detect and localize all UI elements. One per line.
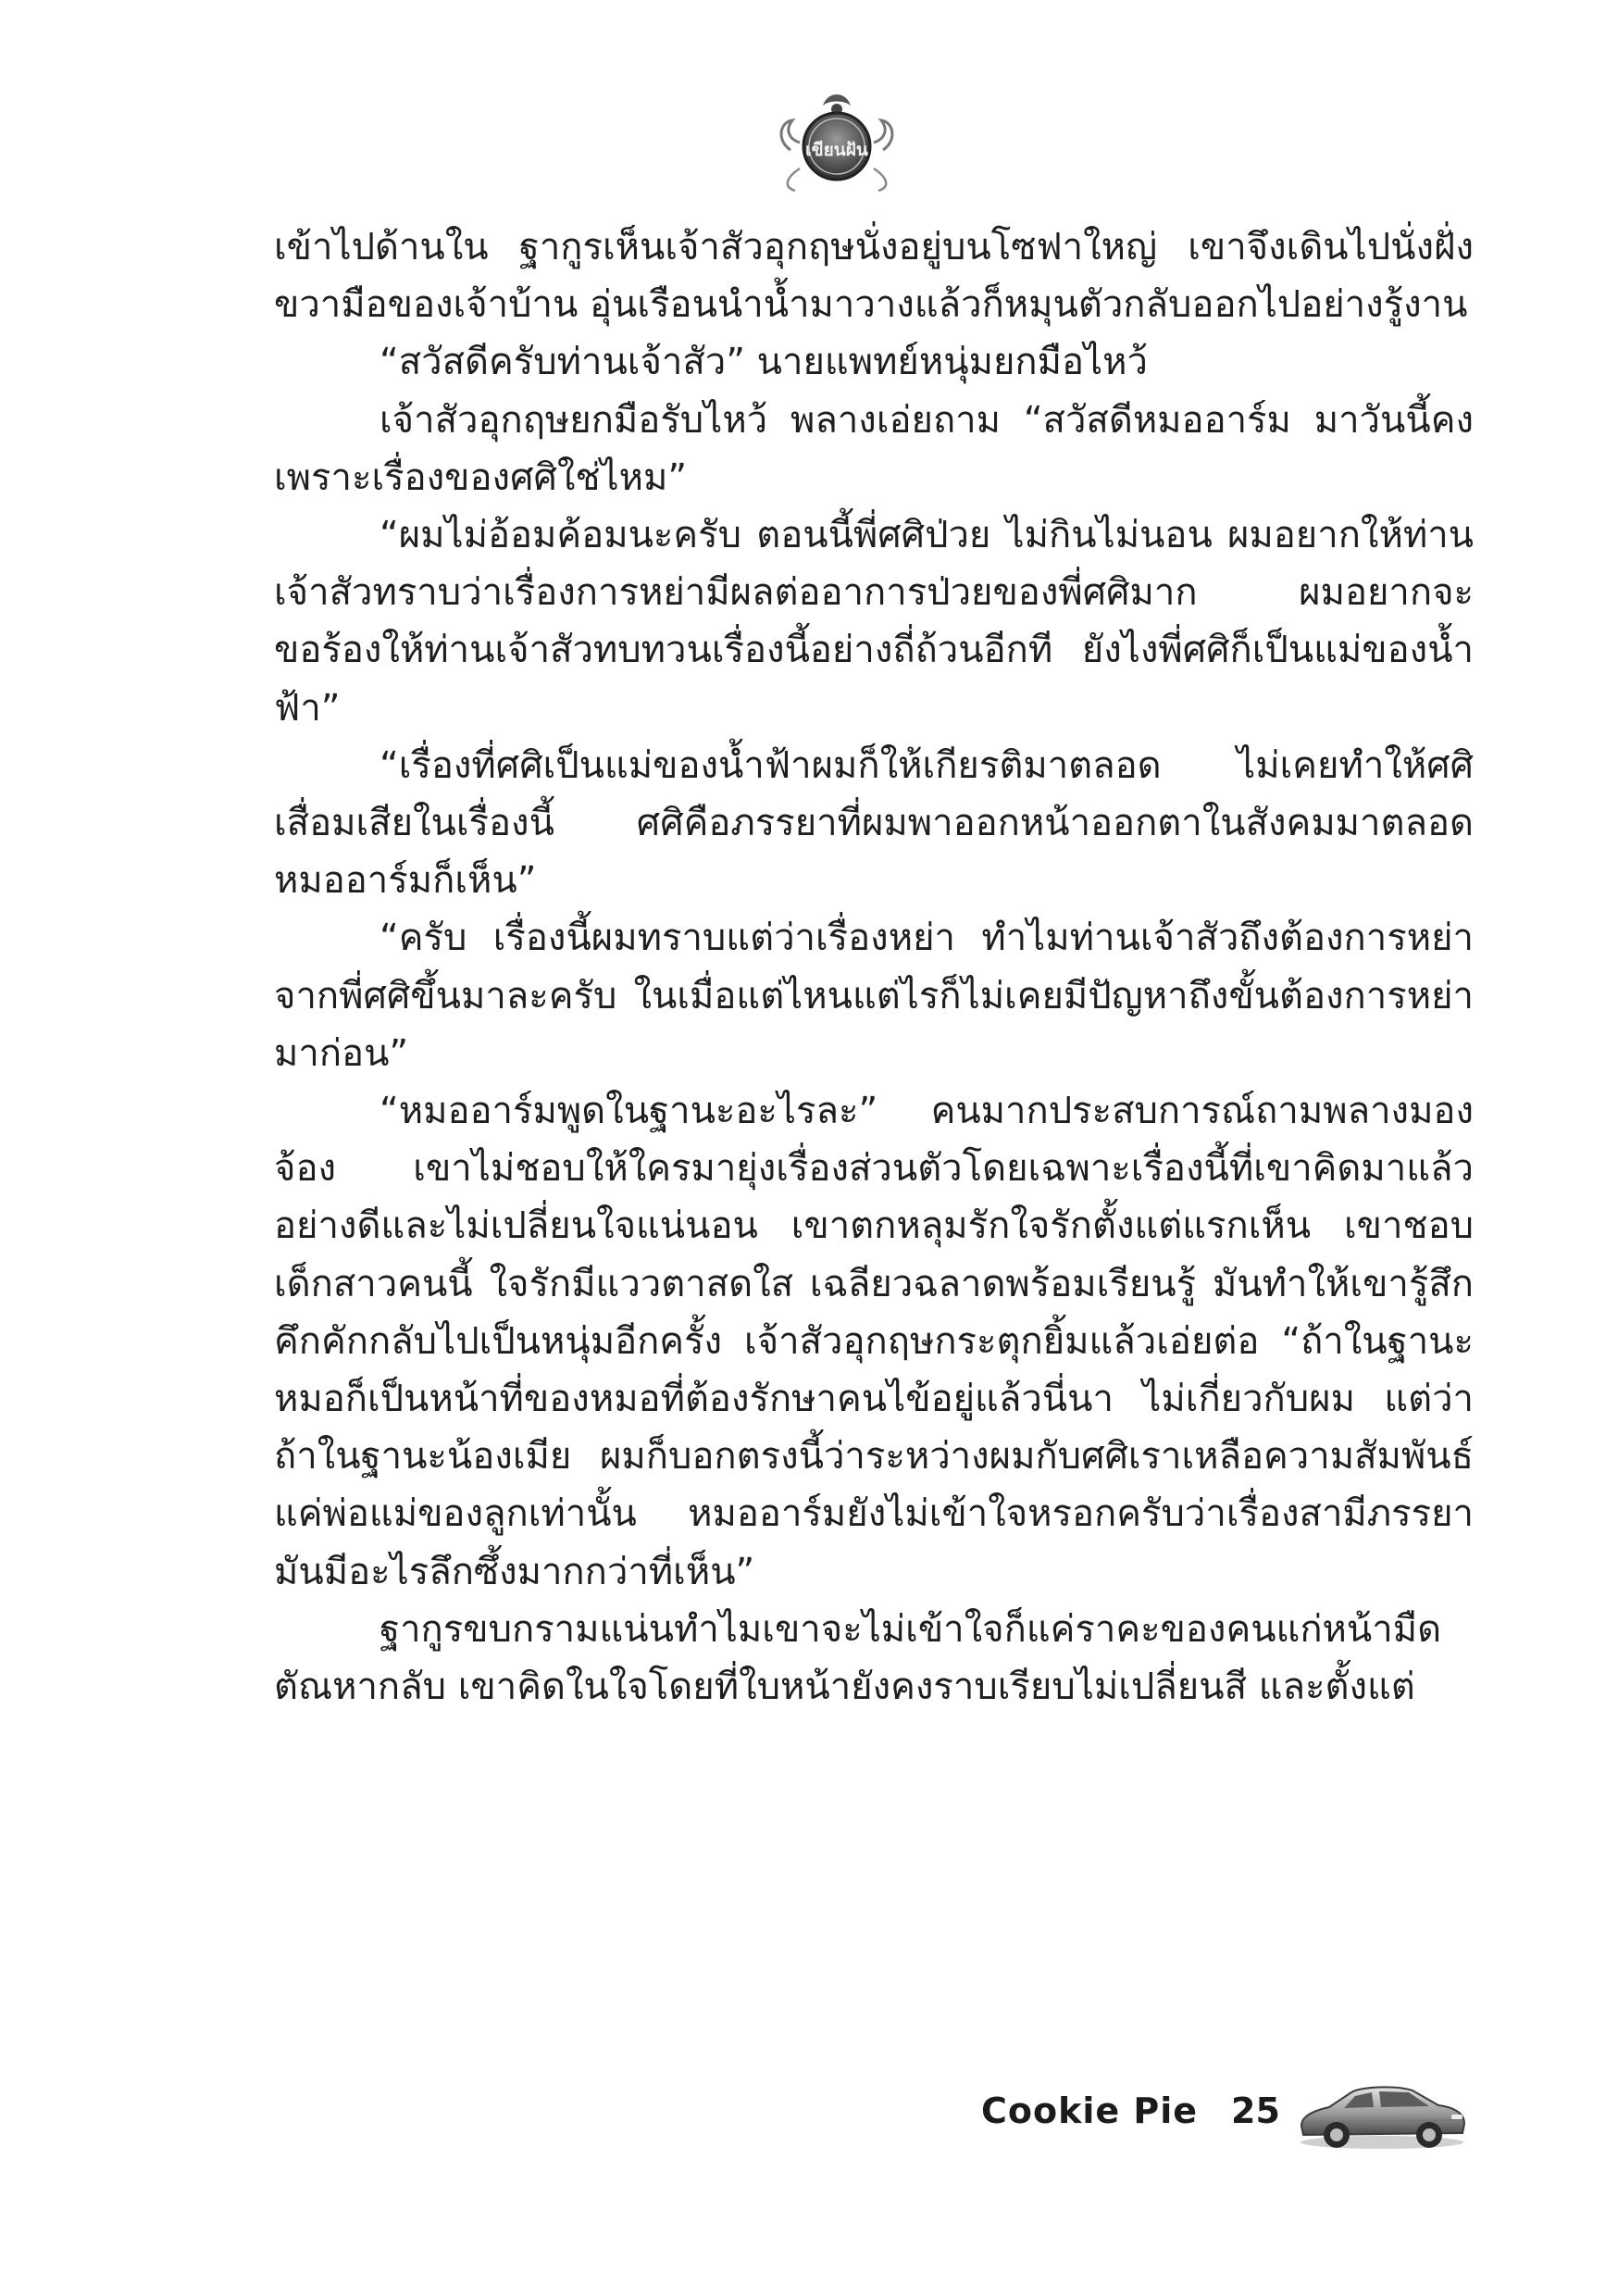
paragraph: “ครับ เรื่องนี้ผมทราบแต่ว่าเรื่องหย่า ทำไมท่านเจ้าสัวถึงต้องการหย่าจากพี่ศศิขึ้นมาละครับ ในเมื่อแต่ไหนแต่ไรก็ไม่เคยมีปัญหาถึงขั้นต้องการหย่ามาก่อน” [274,917,1474,1075]
paragraph: เข้าไปด้านใน ฐากูรเห็นเจ้าสัวอุกฤษนั่งอยู่บนโซฟาใหญ่ เขาจึงเดินไปนั่งฝั่งขวามือของเจ้าบ้าน อุ่นเรือนนำน้ำมาวางแล้วก็หมุนตัวกลับออกไปอย่างรู้งาน [274,226,1474,327]
book-title: Cookie Pie [981,2090,1199,2131]
paragraph: “หมออาร์มพูดในฐานะอะไรละ” คนมากประสบการณ์ถามพลางมองจ้อง เขาไม่ชอบให้ใครมายุ่งเรื่องส่วนตัวโดยเฉพาะเรื่องนี้ที่เขาคิดมาแล้วอย่างดีและไม่เปลี่ยนใจแน่นอน เขาตกหลุมรักใจรักตั้งแต่แรกเห็น เขาชอบเด็กสาวคนนี้ ใจรักมีแววตาสดใส เฉลียวฉลาดพร้อมเรียนรู้ มันทำให้เขารู้สึกคึกคักกลับไปเป็นหนุ่มอีกครั้ง เจ้าสัวอุกฤษกระตุกยิ้มแล้วเอ่ยต่อ “ถ้าในฐานะหมอก็เป็นหน้าที่ของหมอที่ต้องรักษาคนไข้อยู่แล้วนี่นา ไม่เกี่ยวกับผม แต่ว่าถ้าในฐานะน้องเมีย ผมก็บอกตรงนี้ว่าระหว่างผมกับศศิเราเหลือความสัมพันธ์แค่พ่อแม่ของลูกเท่านั้น หมออาร์มยังไม่เข้าใจหรอกครับว่าเรื่องสามีภรรยามันมีอะไรลึกซึ้งมากกว่าที่เห็น” [274,1090,1474,1593]
page-number: 25 [1231,2090,1280,2131]
ornamental-crest-icon [772,85,902,196]
paragraph: “ผมไม่อ้อมค้อมนะครับ ตอนนี้พี่ศศิป่วย ไม่กินไม่นอน ผมอยากให้ท่านเจ้าสัวทราบว่าเรื่องการหย่ามีผลต่ออาการป่วยของพี่ศศิมาก ผมอยากจะขอร้องให้ท่านเจ้าสัวทบทวนเรื่องนี้อย่างถี่ถ้วนอีกที ยังไงพี่ศศิก็เป็นแม่ของน้ำฟ้า” [274,514,1474,730]
paragraph: “สวัสดีครับท่านเจ้าสัว” นายแพทย์หนุ่มยกมือไหว้ [380,341,1148,384]
paragraph: เจ้าสัวอุกฤษยกมือรับไหว้ พลางเอ่ยถาม “สวัสดีหมออาร์ม มาวันนี้คงเพราะเรื่องของศศิใช่ไหม” [274,398,1474,499]
paragraph: ฐากูรขบกรามแน่นทำไมเขาจะไม่เข้าใจก็แค่ราคะของคนแก่หน้ามืดตัณหากลับ เขาคิดในใจโดยที่ใบหน้ายังคงราบเรียบไม่เปลี่ยนสี และตั้งแต่ [274,1607,1442,1709]
sedan-car-icon [1294,2065,1470,2157]
body-text [274,218,1474,1716]
paragraph: “เรื่องที่ศศิเป็นแม่ของน้ำฟ้าผมก็ให้เกียรติมาตลอด ไม่เคยทำให้ศศิเสื่อมเสียในเรื่องนี้ ศศิคือภรรยาที่ผมพาออกหน้าออกตาในสังคมมาตลอด หมออาร์มก็เห็น” [274,743,1474,903]
emblem-text: เขียนฝัน [805,140,868,160]
